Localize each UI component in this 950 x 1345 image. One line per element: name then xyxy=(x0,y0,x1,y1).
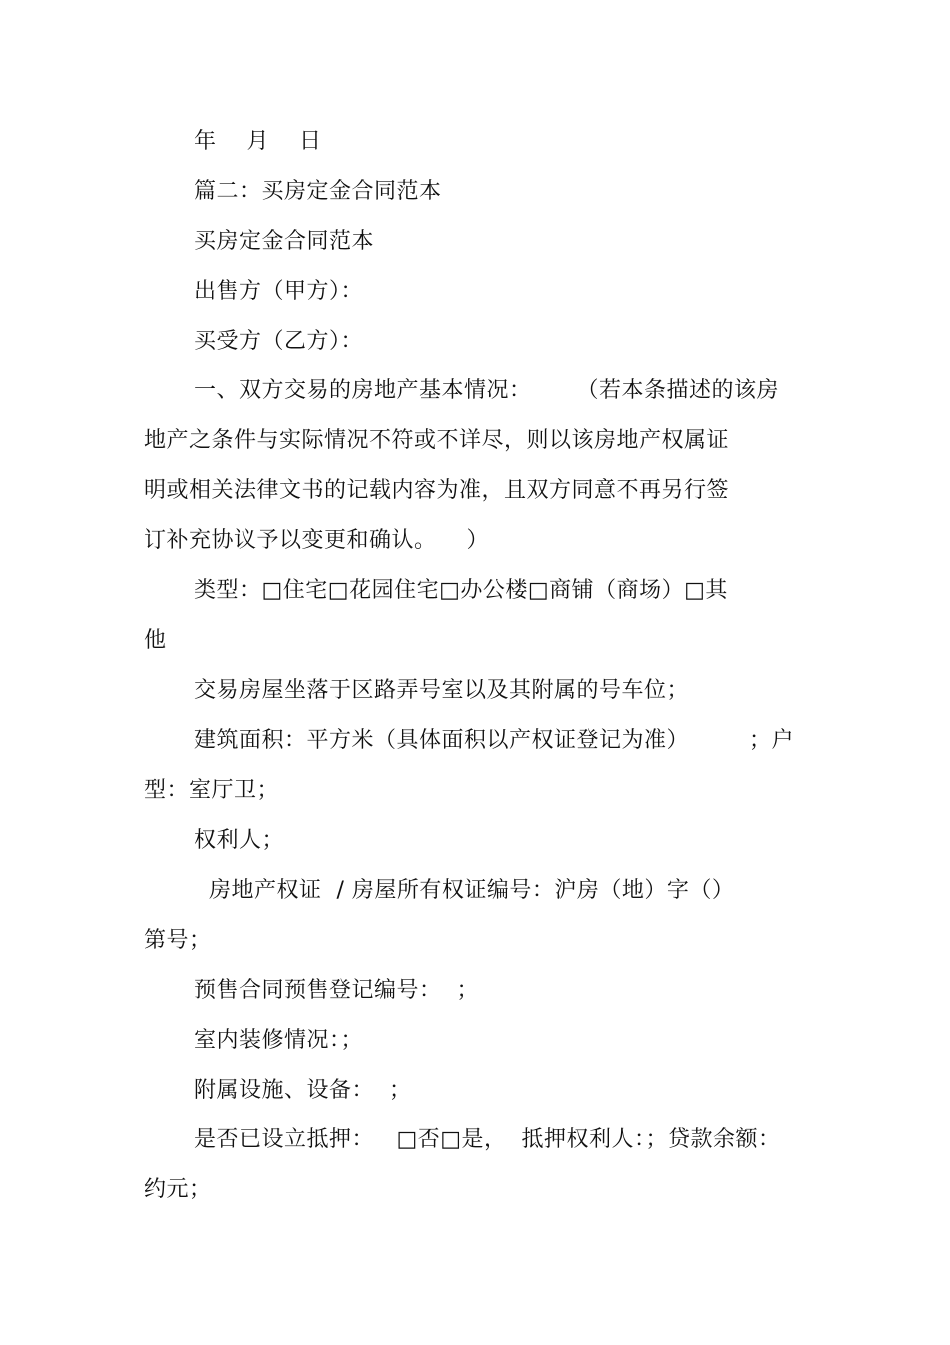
clause-1-line-2: 地产之条件与实际情况不符或不详尽，则以该房地产权属证 xyxy=(144,428,730,453)
clause-1-line-4: 订补充协议予以变更和确认。 ） xyxy=(144,528,489,553)
section-heading: 篇二：买房定金合同范本 xyxy=(194,179,442,204)
clause-1-line-1: 一、双方交易的房地产基本情况： （若本条描述的该房 xyxy=(194,378,779,403)
mortgage-line: 是否已设立抵押： □否□是， 抵押权利人：；贷款余额： xyxy=(194,1127,781,1152)
buyer-line: 买受方（乙方）： xyxy=(194,329,364,354)
certificate-line: 房地产权证 / 房屋所有权证编号：沪房（地）字（） xyxy=(194,878,735,903)
presale-line: 预售合同预售登记编号： ； xyxy=(194,978,479,1003)
facilities-line: 附属设施、设备： ； xyxy=(194,1078,412,1103)
type-line-cont: 他 xyxy=(144,628,167,653)
contract-title: 买房定金合同范本 xyxy=(194,229,375,254)
owner-line: 权利人； xyxy=(194,828,285,853)
clause-1-line-3: 明或相关法律文书的记载内容为准，且双方同意不再另行签 xyxy=(144,478,730,503)
type-line: 类型：□住宅□花园住宅□办公楼□商铺（商场）□其 xyxy=(194,578,728,603)
location-line: 交易房屋坐落于区路弄号室以及其附属的号车位； xyxy=(194,678,690,703)
area-line-cont: 型：室厅卫； xyxy=(144,778,280,803)
decoration-line: 室内装修情况：； xyxy=(194,1028,364,1053)
certificate-line-cont: 第号； xyxy=(144,928,212,953)
area-line: 建筑面积：平方米（具体面积以产权证登记为准） ；户 xyxy=(194,728,794,753)
mortgage-line-cont: 约元； xyxy=(144,1177,212,1202)
date-line: 年 月 日 xyxy=(194,129,322,154)
seller-line: 出售方（甲方）： xyxy=(194,279,364,304)
